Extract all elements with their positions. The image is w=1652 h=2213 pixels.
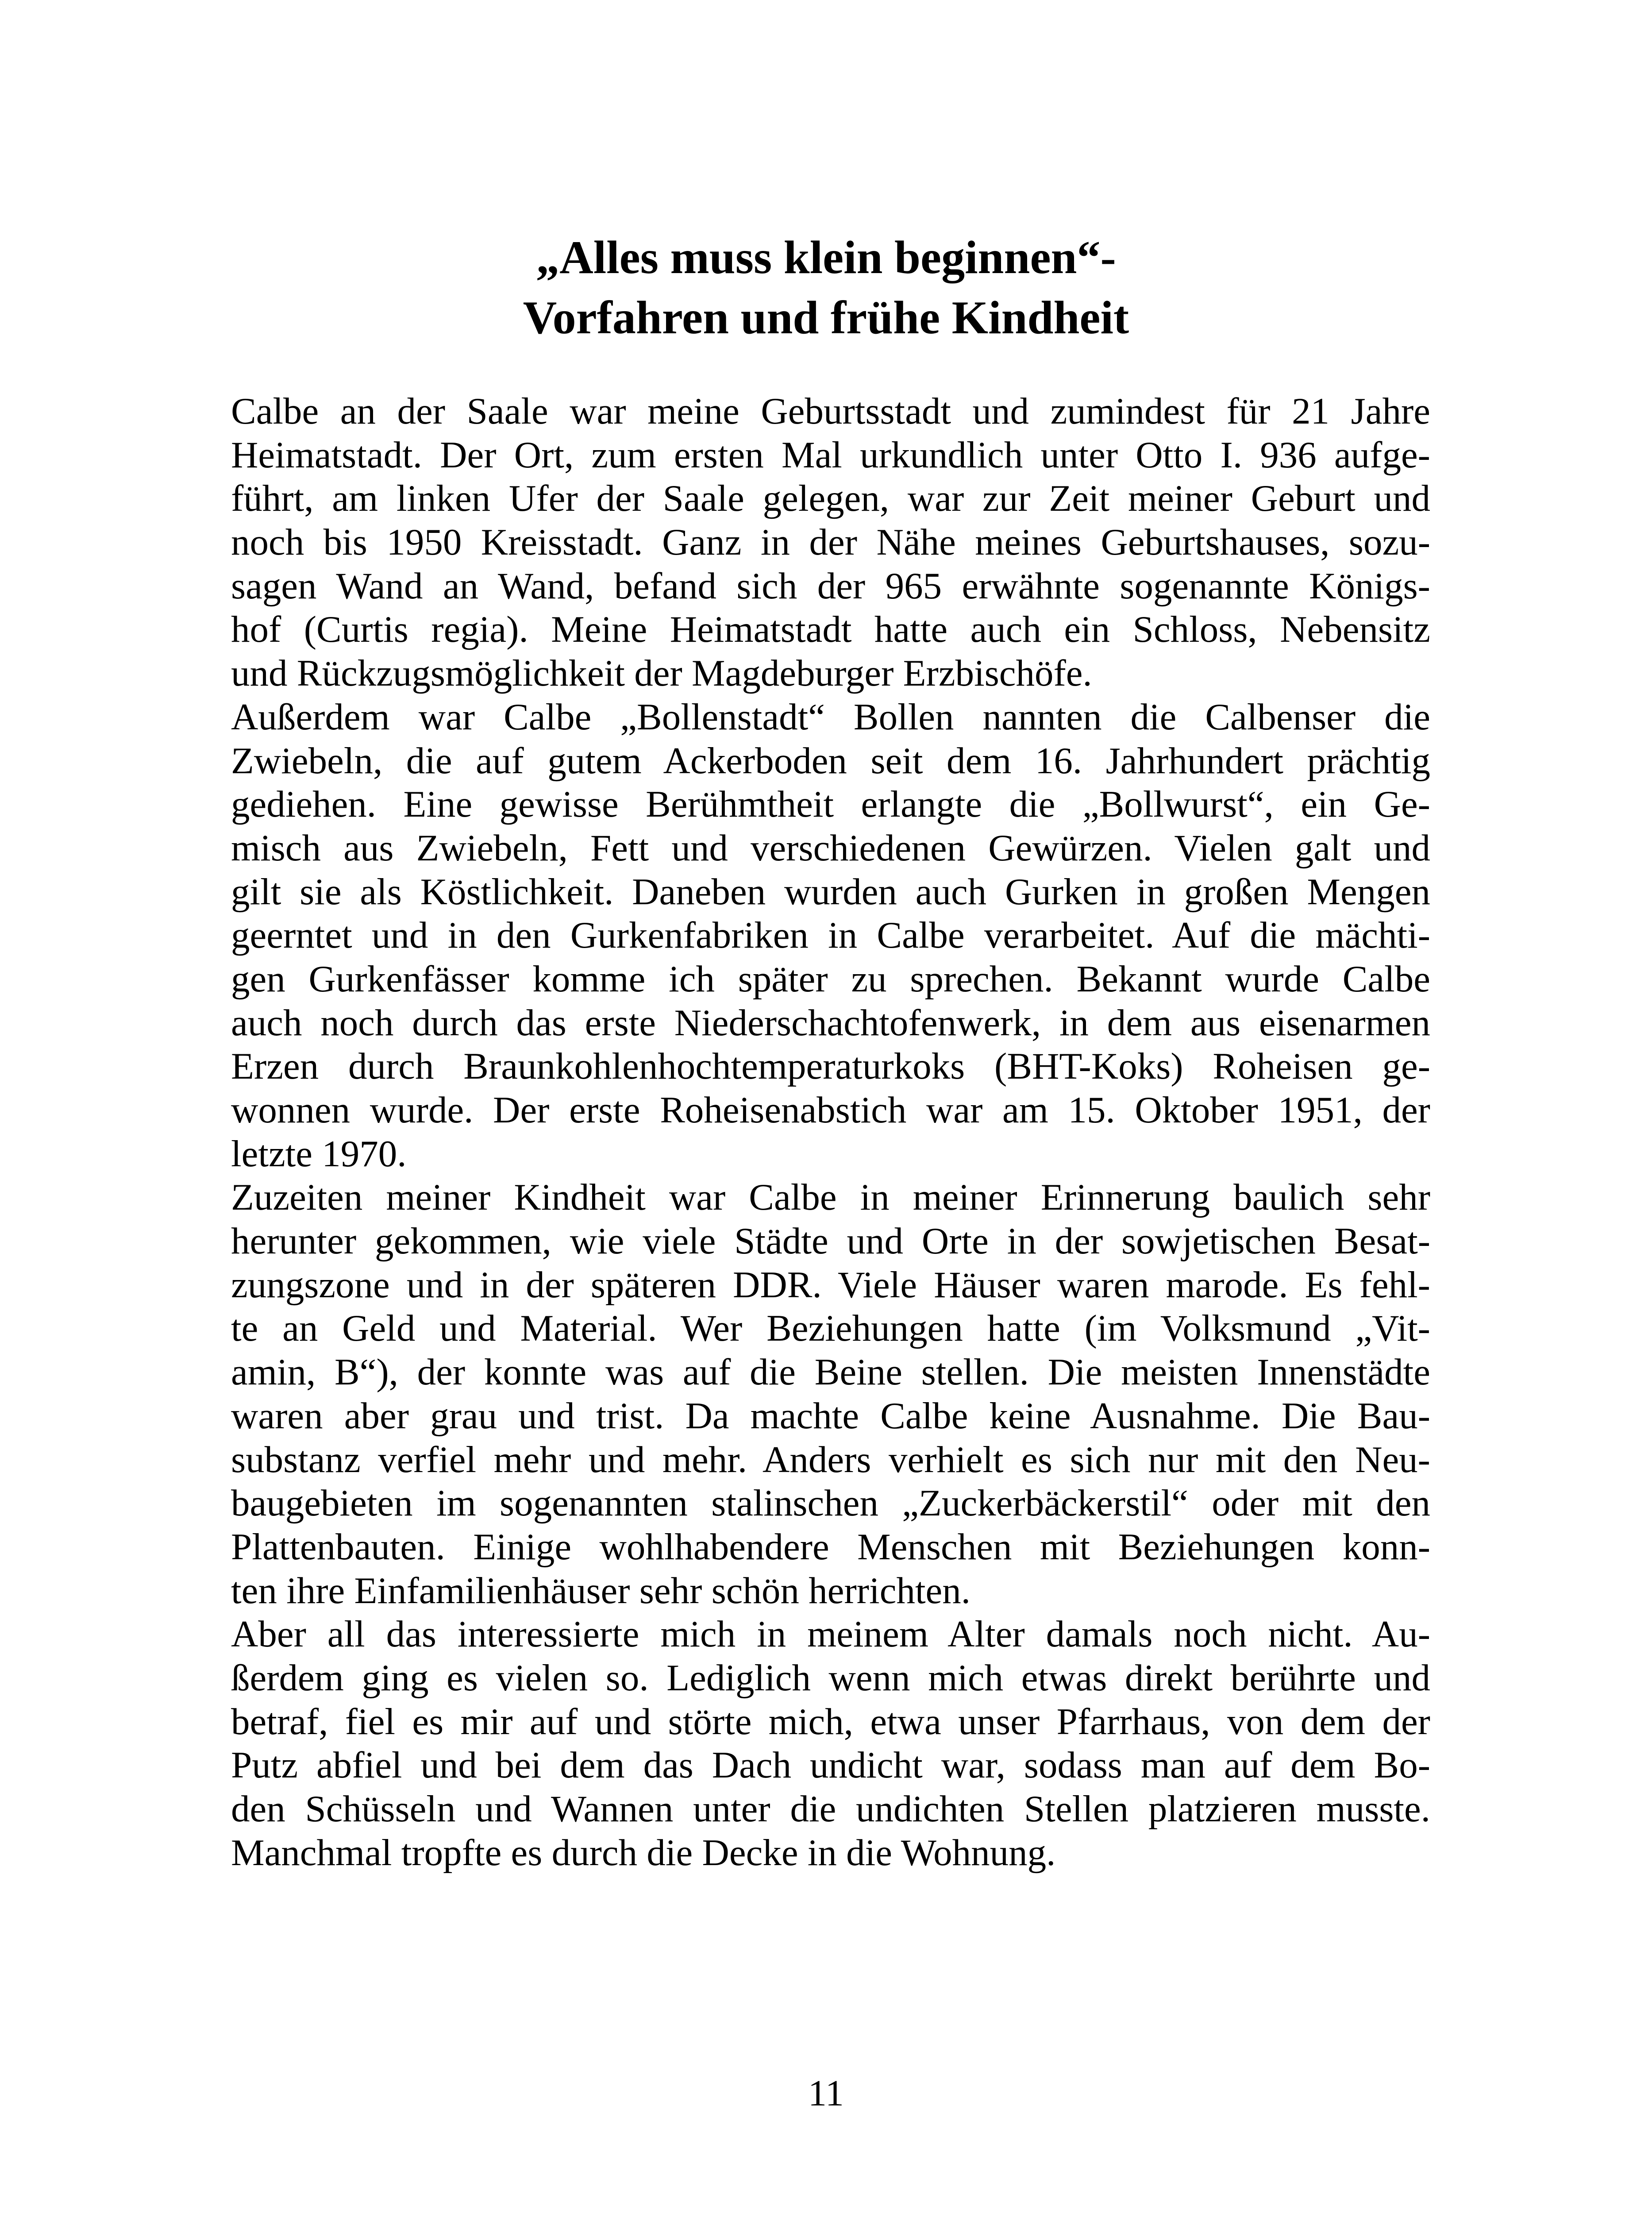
text-line: Plattenbauten. Einige wohlhabendere Menschen mit Beziehungen konn- [231,1526,1430,1568]
text-line: Zuzeiten meiner Kindheit war Calbe in meiner Erinnerung baulich sehr [231,1176,1430,1218]
text-line: führt, am linken Ufer der Saale gelegen, war zur Zeit meiner Geburt und [231,478,1430,520]
text-line: Putz abfiel und bei dem das Dach undicht war, sodass man auf dem Bo- [231,1744,1430,1786]
chapter-body-text [231,389,1430,1874]
text-line: Außerdem war Calbe „Bollenstadt“ Bollen nannten die Calbenser die [231,696,1430,738]
chapter-title-line-1: „Alles muss klein beginnen“- [536,231,1116,283]
text-line: substanz verfiel mehr und mehr. Anders verhielt es sich nur mit den Neu- [231,1438,1430,1480]
page-number: 11 [808,2073,844,2114]
text-line: zungszone und in der späteren DDR. Viele Häuser waren marode. Es fehl- [231,1264,1430,1306]
text-line: geerntet und in den Gurkenfabriken in Calbe verarbeitet. Auf die mächti- [231,914,1430,956]
text-line: ßerdem ging es vielen so. Lediglich wenn mich etwas direkt berührte und [231,1657,1430,1699]
text-line: auch noch durch das erste Niederschachtofenwerk, in dem aus eisenarmen [231,1002,1430,1044]
text-line: wonnen wurde. Der erste Roheisenabstich war am 15. Oktober 1951, der [231,1089,1430,1131]
text-line: te an Geld und Material. Wer Beziehungen hatte (im Volksmund „Vit- [231,1307,1430,1349]
text-line: Aber all das interessierte mich in meinem Alter damals noch nicht. Au- [231,1613,1430,1655]
text-line: hof (Curtis regia). Meine Heimatstadt hatte auch ein Schloss, Nebensitz [231,609,1430,651]
text-line: den Schüsseln und Wannen unter die undichten Stellen platzieren musste. [231,1788,1430,1830]
text-line: noch bis 1950 Kreisstadt. Ganz in der Nähe meines Geburtshauses, sozu- [231,521,1430,563]
text-line: amin, B“), der konnte was auf die Beine stellen. Die meisten Innenstädte [231,1351,1430,1393]
text-line: Heimatstadt. Der Ort, zum ersten Mal urkundlich unter Otto I. 936 aufge- [231,434,1430,476]
chapter-title-line-2: Vorfahren und frühe Kindheit [523,292,1129,343]
text-line: Manchmal tropfte es durch die Decke in die Wohnung. [231,1831,1056,1874]
text-line: Zwiebeln, die auf gutem Ackerboden seit dem 16. Jahrhundert prächtig [231,740,1430,782]
text-line: gediehen. Eine gewisse Berühmtheit erlangte die „Bollwurst“, ein Ge- [231,783,1430,825]
text-line: misch aus Zwiebeln, Fett und verschiedenen Gewürzen. Vielen galt und [231,827,1430,869]
text-line: Calbe an der Saale war meine Geburtsstadt und zumindest für 21 Jahre [231,390,1430,432]
text-line: ten ihre Einfamilienhäuser sehr schön herrichten. [231,1569,971,1612]
text-line: waren aber grau und trist. Da machte Calbe keine Ausnahme. Die Bau- [231,1395,1430,1437]
text-line: gen Gurkenfässer komme ich später zu sprechen. Bekannt wurde Calbe [231,958,1430,1000]
text-line: und Rückzugsmöglichkeit der Magdeburger Erzbischöfe. [231,652,1092,694]
text-line: betraf, fiel es mir auf und störte mich, etwa unser Pfarrhaus, von dem der [231,1700,1430,1743]
text-line: gilt sie als Köstlichkeit. Daneben wurden auch Gurken in großen Mengen [231,871,1430,913]
text-line: herunter gekommen, wie viele Städte und Orte in der sowjetischen Besat- [231,1220,1430,1262]
text-line: baugebieten im sogenannten stalinschen „Zuckerbäckerstil“ oder mit den [231,1482,1430,1524]
text-line: sagen Wand an Wand, befand sich der 965 erwähnte sogenannte Königs- [231,565,1430,607]
text-line: Erzen durch Braunkohlenhochtemperaturkoks (BHT-Koks) Roheisen ge- [231,1045,1430,1087]
text-line: letzte 1970. [231,1133,407,1175]
